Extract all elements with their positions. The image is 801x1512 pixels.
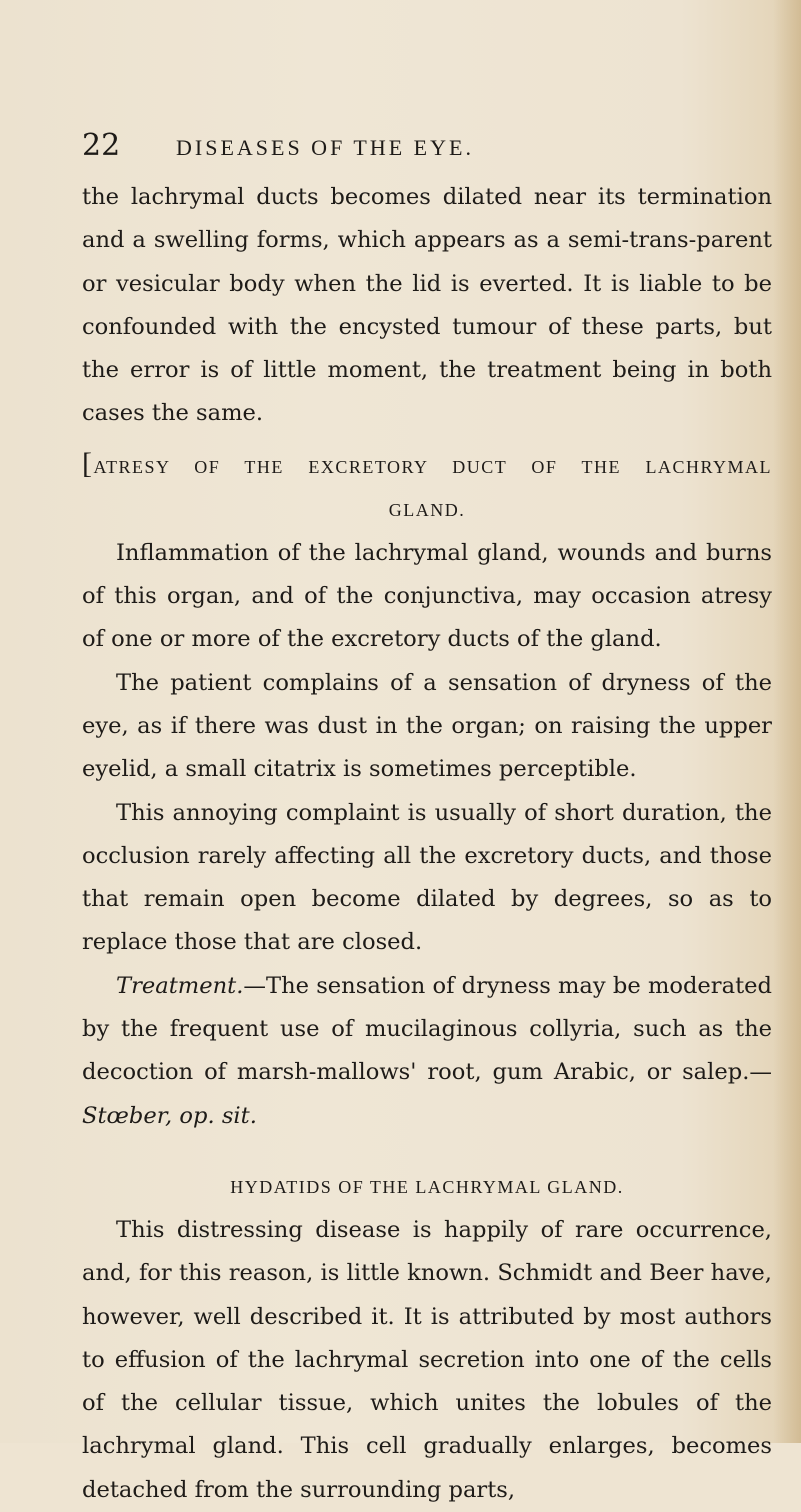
paragraph-treatment [82, 965, 772, 1138]
paragraph-hydatids: This distressing disease is happily of rare occurrence, and, for this reason, is little known. Schmidt and Beer have, however, well described it. It is attributed by most authors to effusion of the lachrymal secretion into one of the cells of the cellular tissue, which unites the lobules of the lachrymal gland. This cell gradually enlarges, becomes detached from the surrounding parts, [82, 1216, 772, 1503]
heading-bracket: [ [82, 446, 94, 480]
section-heading-atresy [82, 442, 772, 489]
page-content [82, 128, 772, 1512]
paragraph-duration: This annoying complaint is usually of short duration, the occlusion rarely affecting all the excretory ducts, and those that remain open become dilated by degrees, so as to replace those that are closed. [82, 799, 772, 956]
running-head [82, 128, 772, 168]
running-title: DISEASES OF THE EYE. [176, 135, 474, 160]
treatment-citation: Stœber, op. sit. [82, 1102, 257, 1129]
paragraph-continued: the lachrymal ducts becomes dilated near its termination and a swelling forms, which appears as a semi-trans-parent or vesicular body when the lid is everted. It is liable to be confounded with the encysted tumour of these parts, but the error is of little moment, the treatment being in both cases the same. [82, 184, 772, 427]
paragraph-symptoms: The patient complains of a sensation of dryness of the eye, as if there was dust in the organ; on raising the upper eyelid, a small citatrix is sometimes perceptible. [82, 669, 772, 783]
treatment-label: Treatment. [116, 972, 244, 999]
heading-atresy-line1: ATRESY OF THE EXCRETORY DUCT OF THE LACHRYMAL [93, 456, 772, 477]
paragraph-inflammation: Inflammation of the lachrymal gland, wounds and burns of this organ, and of the conjunctiva, may occasion atresy of one or more of the excretory ducts of the gland. [82, 539, 772, 653]
section-heading-hydatids: HYDATIDS OF THE LACHRYMAL GLAND. [230, 1176, 624, 1197]
page-edge-shadow [773, 0, 801, 1443]
treatment-text: —The sensation of dryness may be moderated by the frequent use of mucilaginous collyria, such as the decoction of marsh-mallows' root, gum Arabic, or salep.— [82, 972, 772, 1086]
heading-atresy-line2: GLAND. [388, 499, 466, 520]
page-number: 22 [82, 128, 121, 163]
